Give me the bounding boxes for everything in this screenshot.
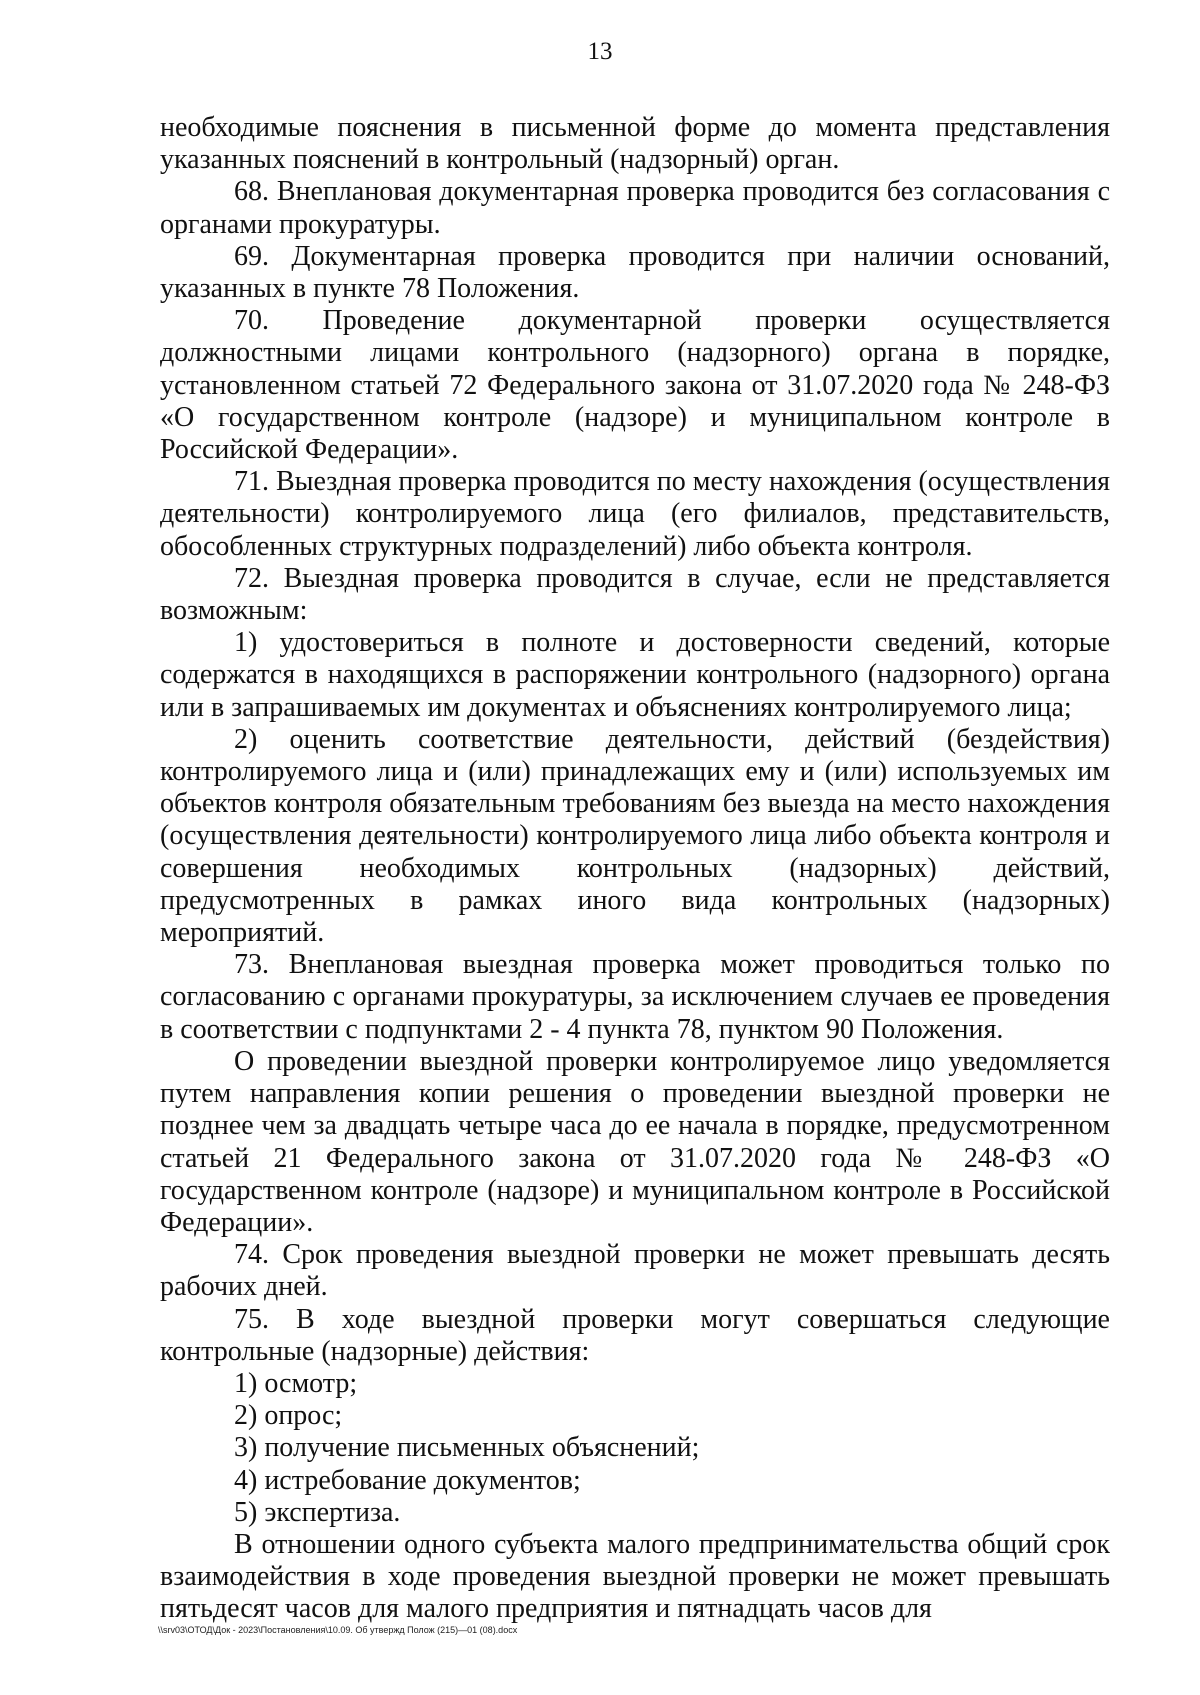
paragraph-69: 69. Документарная проверка проводится при наличии оснований, указанных в пункте 78 Положения. <box>160 240 1110 305</box>
paragraph-75-item-5: 5) экспертиза. <box>234 1496 401 1528</box>
paragraph-75: 75. В ходе выездной проверки могут совершаться следующие контрольные (надзорные) действия: <box>160 1303 1110 1367</box>
footer-file-path: \\srv03\ОТОД\Док - 2023\Постановления\10.09. Об утвержд Полож (215)—01 (08).docx <box>158 1625 518 1635</box>
paragraph-74: 74. Срок проведения выездной проверки не может превышать десять рабочих дней. <box>160 1239 1110 1303</box>
paragraph-70: 70. Проведение документарной проверки осуществляется должностными лицами контрольного (надзорного) органа в порядке, установленном статьей 72 Федерального закона от 31.07.2020 года № 248-ФЗ «О государственном контроле (надзоре) и муниципальном контроле в Российской Федерации». <box>160 305 1110 466</box>
paragraph-72: 72. Выездная проверка проводится в случае, если не представляется возможным: <box>160 562 1110 627</box>
paragraph-71: 71. Выездная проверка проводится по месту нахождения (осуществления деятельности) контролируемого лица (его филиалов, представительств, обособленных структурных подразделений) либо объекта контроля. <box>160 466 1110 562</box>
page-number: 13 <box>587 38 613 65</box>
document-body <box>160 112 1110 1626</box>
paragraph-small-business-term: В отношении одного субъекта малого предпринимательства общий срок взаимодействия в ходе проведения выездной проверки не может превышать пятьдесят часов для малого предприятия и пятнадцать часов для <box>160 1528 1110 1625</box>
paragraph-continuation: необходимые пояснения в письменной форме до момента представления указанных пояснений в контрольный (надзорный) орган. <box>160 112 1110 176</box>
paragraph-72-item-1: 1) удостовериться в полноте и достоверности сведений, которые содержатся в находящихся в распоряжении контрольного (надзорного) органа или в запрашиваемых им документах и объяснениях контролируемого лица; <box>160 627 1110 723</box>
paragraph-75-item-4: 4) истребование документов; <box>234 1464 581 1496</box>
paragraph-73-notice: О проведении выездной проверки контролируемое лицо уведомляется путем направления копии решения о проведении выездной проверки не позднее чем за двадцать четыре часа до ее начала в порядке, предусмотренном статьей 21 Федерального закона от 31.07.2020 года № 248-ФЗ «О государственном контроле (надзоре) и муниципальном контроле в Российской Федерации». <box>160 1045 1110 1238</box>
paragraph-75-item-2: 2) опрос; <box>234 1400 343 1432</box>
paragraph-68: 68. Внеплановая документарная проверка проводится без согласования с органами прокуратуры. <box>160 176 1110 240</box>
paragraph-75-item-1: 1) осмотр; <box>234 1367 358 1399</box>
paragraph-72-item-2: 2) оценить соответствие деятельности, действий (бездействия) контролируемого лица и (или) принадлежащих ему и (или) используемых им объектов контроля обязательным требованиям без выезда на место нахождения (осуществления деятельности) контролируемого лица либо объекта контроля и совершения необходимых контрольных (надзорных) действий, предусмотренных в рамках иного вида контрольных (надзорных) мероприятий. <box>160 723 1110 949</box>
paragraph-73: 73. Внеплановая выездная проверка может проводиться только по согласованию с органами прокуратуры, за исключением случаев ее проведения в соответствии с подпунктами 2 - 4 пункта 78, пунктом 90 Положения. <box>160 949 1110 1045</box>
paragraph-75-item-3: 3) получение письменных объяснений; <box>234 1432 700 1464</box>
